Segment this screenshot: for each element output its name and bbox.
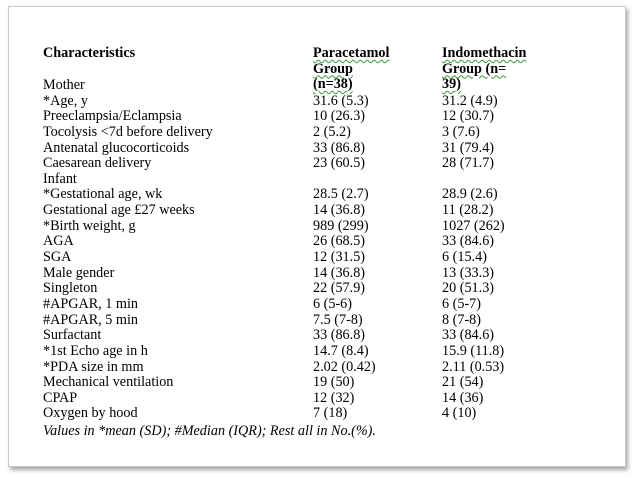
row-label: Surfactant: [43, 327, 102, 344]
row-indomethacin: 8 (7-8): [442, 311, 482, 328]
row-indomethacin: 21 (54): [442, 374, 484, 391]
row-paracetamol: 26 (68.5): [313, 233, 366, 250]
row-paracetamol: 2.02 (0.42): [313, 358, 376, 375]
row-indomethacin: 33 (84.6): [442, 327, 495, 344]
row-indomethacin: 6 (15.4): [442, 249, 487, 266]
row-indomethacin: 31 (79.4): [442, 139, 495, 156]
row-paracetamol: 7 (18): [313, 405, 348, 422]
row-label: SGA: [43, 249, 72, 266]
row-label: #APGAR, 1 min: [43, 295, 138, 312]
row-paracetamol: 14 (36.8): [313, 264, 366, 281]
row-paracetamol: 33 (86.8): [313, 327, 366, 344]
row-label: *Birth weight, g: [43, 217, 136, 234]
row-label: Male gender: [43, 264, 115, 281]
row-paracetamol: 31.6 (5.3): [313, 92, 369, 109]
row-paracetamol: 33 (86.8): [313, 139, 366, 156]
row-label: CPAP: [43, 389, 78, 406]
row-paracetamol: 28.5 (2.7): [313, 186, 369, 203]
row-paracetamol: 14 (36.8): [313, 202, 366, 219]
row-indomethacin: 28 (71.7): [442, 155, 495, 172]
row-indomethacin: 2.11 (0.53): [442, 358, 505, 375]
row-paracetamol: 6 (5-6): [313, 295, 353, 312]
header-paracetamol-line2: Group (n=38): [313, 60, 353, 93]
row-indomethacin: 6 (5-7): [442, 295, 482, 312]
row-indomethacin: 31.2 (4.9): [442, 92, 498, 109]
row-indomethacin: 11 (28.2): [442, 202, 494, 219]
row-label: Mother: [43, 77, 85, 93]
row-label: Tocolysis <7d before delivery: [43, 123, 213, 140]
row-indomethacin: 15.9 (11.8): [442, 342, 505, 359]
row-label: Antenatal glucocorticoids: [43, 139, 190, 156]
row-label: *PDA size in mm: [43, 358, 144, 375]
row-indomethacin: 13 (33.3): [442, 264, 495, 281]
row-paracetamol: 7.5 (7-8): [313, 311, 363, 328]
row-label: Singleton: [43, 280, 98, 297]
header-characteristics: Characteristics: [43, 45, 136, 61]
row-label: #APGAR, 5 min: [43, 311, 138, 328]
row-label: Preeclampsia/Eclampsia: [43, 108, 182, 125]
row-indomethacin: 20 (51.3): [442, 280, 495, 297]
row-paracetamol: 10 (26.3): [313, 108, 366, 125]
row-indomethacin: 3 (7.6): [442, 123, 480, 140]
row-paracetamol: 989 (299): [313, 217, 369, 234]
row-label: *Gestational age, wk: [43, 186, 163, 203]
row-indomethacin: 4 (10): [442, 405, 477, 422]
row-paracetamol: 22 (57.9): [313, 280, 366, 297]
header-paracetamol-line1: Paracetamol: [313, 45, 390, 61]
row-indomethacin: 28.9 (2.6): [442, 186, 498, 203]
row-label: Infant: [43, 170, 77, 187]
row-label: Caesarean delivery: [43, 155, 152, 172]
row-label: Oxygen by hood: [43, 405, 138, 422]
row-indomethacin: 12 (30.7): [442, 108, 495, 125]
row-paracetamol: 12 (31.5): [313, 249, 366, 266]
row-label: *Age, y: [43, 92, 88, 109]
row-paracetamol: 12 (32): [313, 389, 355, 406]
header-indomethacin: [442, 46, 526, 93]
row-indomethacin: 1027 (262): [442, 217, 505, 234]
row-indomethacin: 14 (36): [442, 389, 484, 406]
row-label: *1st Echo age in h: [43, 342, 148, 359]
row-label: Gestational age £27 weeks: [43, 202, 195, 219]
row-paracetamol: 19 (50): [313, 374, 355, 391]
row-indomethacin: 33 (84.6): [442, 233, 495, 250]
row-label: AGA: [43, 233, 74, 250]
header-indomethacin-line1: Indomethacin: [442, 45, 527, 61]
header-indomethacin-line2: Group (n= 39): [442, 60, 507, 93]
row-paracetamol: 2 (5.2): [313, 123, 351, 140]
row-label: Mechanical ventilation: [43, 374, 174, 391]
row-paracetamol: 14.7 (8.4): [313, 342, 369, 359]
header-paracetamol: [313, 46, 389, 93]
row-paracetamol: 23 (60.5): [313, 155, 366, 172]
table-footnote: Values in *mean (SD); #Median (IQR); Rest all in No.(%).: [43, 423, 376, 439]
